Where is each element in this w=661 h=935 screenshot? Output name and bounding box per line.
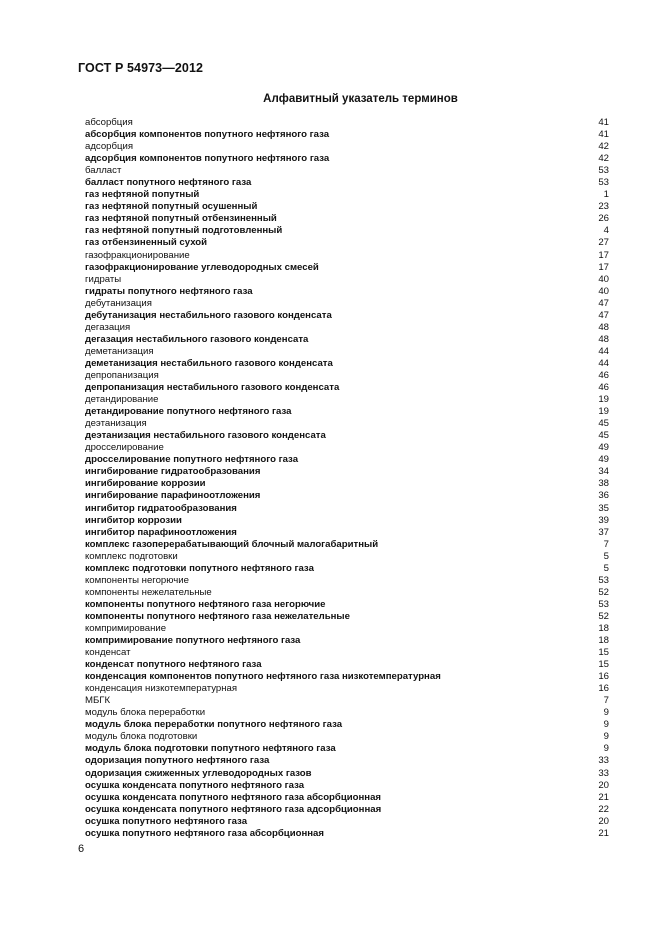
index-page-ref: 5: [603, 562, 609, 574]
index-page-ref: 9: [603, 707, 609, 719]
index-term: депропанизация нестабильного газового конденсата: [85, 382, 340, 394]
index-page-ref: 48: [598, 333, 609, 345]
index-page-ref: 48: [598, 321, 609, 333]
index-term: деметанизация нестабильного газового конденсата: [85, 357, 333, 369]
index-page-ref: 44: [598, 345, 609, 357]
index-page-ref: 49: [598, 442, 609, 454]
index-page-ref: 46: [598, 382, 609, 394]
index-entry: [85, 611, 609, 623]
index-term: компоненты попутного нефтяного газа негорючие: [85, 598, 326, 610]
index-page-ref: 49: [598, 454, 609, 466]
index-term: осушка попутного нефтяного газа абсорбционная: [85, 827, 324, 839]
index-entry: [85, 117, 609, 129]
index-entry: [85, 792, 609, 804]
index-term: деэтанизация нестабильного газового конденсата: [85, 430, 326, 442]
index-page-ref: 18: [598, 635, 609, 647]
index-term: детандирование попутного нефтяного газа: [85, 406, 292, 418]
term-index-list: [85, 117, 609, 840]
index-page-ref: 35: [598, 502, 609, 514]
index-page-ref: 22: [598, 803, 609, 815]
index-entry: [85, 418, 609, 430]
index-term: дросселирование попутного нефтяного газа: [85, 454, 299, 466]
index-term: балласт попутного нефтяного газа: [85, 177, 252, 189]
index-entry: [85, 298, 609, 310]
index-page-ref: 18: [598, 622, 609, 634]
index-entry: [85, 322, 609, 334]
index-page-ref: 15: [598, 659, 609, 671]
index-term: дебутанизация нестабильного газового конденсата: [85, 309, 332, 321]
index-page-ref: 53: [598, 177, 609, 189]
index-page-ref: 9: [603, 719, 609, 731]
index-entry: [85, 153, 609, 165]
index-page-ref: 19: [598, 406, 609, 418]
index-term: модуль блока подготовки попутного нефтяного газа: [85, 743, 336, 755]
index-page-ref: 9: [603, 743, 609, 755]
index-entry: [85, 201, 609, 213]
index-entry: [85, 563, 609, 575]
index-term: газ нефтяной попутный подготовленный: [85, 225, 283, 237]
index-page-ref: 53: [598, 574, 609, 586]
index-entry: [85, 394, 609, 406]
index-entry: [85, 141, 609, 153]
index-term: ингибитор гидратообразования: [85, 502, 237, 514]
index-entry: [85, 816, 609, 828]
index-term: ингибирование коррозии: [85, 478, 206, 490]
index-term: гидраты: [85, 273, 122, 285]
index-page-ref: 5: [603, 550, 609, 562]
index-entry: [85, 527, 609, 539]
index-entry: [85, 731, 609, 743]
index-entry: [85, 358, 609, 370]
index-page-ref: 40: [598, 273, 609, 285]
index-term: газ нефтяной попутный осушенный: [85, 201, 258, 213]
index-page-ref: 33: [598, 767, 609, 779]
index-entry: [85, 768, 609, 780]
index-term: деметанизация: [85, 345, 154, 357]
index-page-ref: 40: [598, 285, 609, 297]
index-entry: [85, 250, 609, 262]
index-page-ref: 17: [598, 249, 609, 261]
index-entry: [85, 780, 609, 792]
index-entry: [85, 310, 609, 322]
index-entry: [85, 490, 609, 502]
index-page-ref: 16: [598, 671, 609, 683]
index-term: гидраты попутного нефтяного газа: [85, 285, 253, 297]
index-entry: [85, 370, 609, 382]
index-entry: [85, 671, 609, 683]
index-entry: [85, 165, 609, 177]
index-entry: [85, 503, 609, 515]
index-page-ref: 53: [598, 598, 609, 610]
index-entry: [85, 225, 609, 237]
index-entry: [85, 551, 609, 563]
index-term: конденсация низкотемпературная: [85, 683, 238, 695]
index-entry: [85, 334, 609, 346]
index-entry: [85, 575, 609, 587]
index-page-ref: 52: [598, 586, 609, 598]
index-term: газофракционирование углеводородных смесей: [85, 261, 319, 273]
index-page-ref: 46: [598, 369, 609, 381]
index-term: конденсат: [85, 647, 131, 659]
index-page-ref: 7: [603, 695, 609, 707]
index-term: дебутанизация: [85, 297, 152, 309]
index-page-ref: 17: [598, 261, 609, 273]
index-entry: [85, 599, 609, 611]
index-term: компоненты негорючие: [85, 574, 189, 586]
index-term: комплекс газоперерабатывающий блочный малогабаритный: [85, 538, 379, 550]
index-term: конденсация компонентов попутного нефтяного газа низкотемпературная: [85, 671, 441, 683]
index-page-ref: 26: [598, 213, 609, 225]
index-page-ref: 21: [598, 791, 609, 803]
index-entry: [85, 177, 609, 189]
index-term: газ отбензиненный сухой: [85, 237, 208, 249]
index-term: балласт: [85, 165, 122, 177]
index-term: ингибитор парафиноотложения: [85, 526, 237, 538]
index-term: осушка конденсата попутного нефтяного газа: [85, 779, 305, 791]
index-term: конденсат попутного нефтяного газа: [85, 659, 262, 671]
index-term: МБГК: [85, 695, 111, 707]
index-entry: [85, 695, 609, 707]
index-term: комплекс подготовки попутного нефтяного газа: [85, 562, 314, 574]
page-number: 6: [78, 843, 85, 855]
index-page-ref: 4: [603, 225, 609, 237]
index-entry: [85, 478, 609, 490]
index-term: модуль блока подготовки: [85, 731, 198, 743]
document-header: ГОСТ Р 54973—2012: [78, 61, 204, 75]
index-entry: [85, 189, 609, 201]
index-entry: [85, 274, 609, 286]
index-page-ref: 37: [598, 526, 609, 538]
index-term: одоризация сжиженных углеводородных газов: [85, 767, 312, 779]
index-term: ингибитор коррозии: [85, 514, 182, 526]
index-page-ref: 52: [598, 610, 609, 622]
index-entry: [85, 659, 609, 671]
index-page-ref: 36: [598, 490, 609, 502]
index-entry: [85, 237, 609, 249]
index-page-ref: 38: [598, 478, 609, 490]
index-term: компоненты нежелательные: [85, 586, 212, 598]
index-term: газ нефтяной попутный: [85, 189, 200, 201]
index-term: абсорбция компонентов попутного нефтяного газа: [85, 129, 330, 141]
index-entry: [85, 382, 609, 394]
index-term: осушка конденсата попутного нефтяного газа адсорбционная: [85, 803, 382, 815]
index-entry: [85, 635, 609, 647]
index-entry: [85, 213, 609, 225]
index-term: осушка попутного нефтяного газа: [85, 815, 248, 827]
index-entry: [85, 515, 609, 527]
index-entry: [85, 755, 609, 767]
index-term: адсорбция компонентов попутного нефтяного газа: [85, 153, 330, 165]
index-term: комплекс подготовки: [85, 550, 178, 562]
index-term: ингибирование парафиноотложения: [85, 490, 261, 502]
index-entry: [85, 262, 609, 274]
index-entry: [85, 623, 609, 635]
index-page-ref: 53: [598, 165, 609, 177]
index-page-ref: 19: [598, 394, 609, 406]
index-term: модуль блока переработки попутного нефтяного газа: [85, 719, 343, 731]
index-page-ref: 20: [598, 779, 609, 791]
index-term: одоризация попутного нефтяного газа: [85, 755, 270, 767]
index-entry: [85, 539, 609, 551]
index-entry: [85, 707, 609, 719]
index-term: газ нефтяной попутный отбензиненный: [85, 213, 277, 225]
index-page-ref: 1: [603, 189, 609, 201]
index-page-ref: 7: [603, 538, 609, 550]
index-entry: [85, 828, 609, 840]
index-entry: [85, 129, 609, 141]
index-page-ref: 42: [598, 141, 609, 153]
index-entry: [85, 804, 609, 816]
index-entry: [85, 743, 609, 755]
index-page-ref: 45: [598, 430, 609, 442]
index-term: депропанизация: [85, 369, 159, 381]
index-page-ref: 21: [598, 827, 609, 839]
index-entry: [85, 454, 609, 466]
index-term: абсорбция: [85, 117, 133, 128]
index-term: деэтанизация: [85, 418, 147, 430]
index-entry: [85, 719, 609, 731]
index-entry: [85, 466, 609, 478]
index-term: детандирование: [85, 394, 159, 406]
index-page-ref: 47: [598, 309, 609, 321]
index-page-ref: 23: [598, 201, 609, 213]
index-page-ref: 33: [598, 755, 609, 767]
index-page-ref: 44: [598, 357, 609, 369]
index-term: дросселирование: [85, 442, 164, 454]
index-term: компримирование: [85, 622, 167, 634]
index-page-ref: 47: [598, 297, 609, 309]
index-entry: [85, 406, 609, 418]
index-term: дегазация нестабильного газового конденсата: [85, 333, 309, 345]
index-page-ref: 41: [598, 129, 609, 141]
index-term: адсорбция: [85, 141, 134, 153]
page-title: Алфавитный указатель терминов: [263, 93, 458, 105]
index-term: газофракционирование: [85, 249, 190, 261]
index-term: дегазация: [85, 321, 131, 333]
index-term: модуль блока переработки: [85, 707, 206, 719]
index-page-ref: 27: [598, 237, 609, 249]
index-page-ref: 34: [598, 466, 609, 478]
index-entry: [85, 647, 609, 659]
index-term: осушка конденсата попутного нефтяного газа абсорбционная: [85, 791, 382, 803]
index-entry: [85, 286, 609, 298]
index-entry: [85, 442, 609, 454]
index-entry: [85, 683, 609, 695]
index-term: компоненты попутного нефтяного газа нежелательные: [85, 610, 350, 622]
index-page-ref: 9: [603, 731, 609, 743]
index-page-ref: 15: [598, 647, 609, 659]
index-page-ref: 45: [598, 418, 609, 430]
index-entry: [85, 346, 609, 358]
index-page-ref: 20: [598, 815, 609, 827]
index-entry: [85, 430, 609, 442]
index-page-ref: 42: [598, 153, 609, 165]
index-term: компримирование попутного нефтяного газа: [85, 635, 301, 647]
index-entry: [85, 587, 609, 599]
index-term: ингибирование гидратообразования: [85, 466, 261, 478]
index-page-ref: 16: [598, 683, 609, 695]
index-page-ref: 41: [598, 117, 609, 128]
index-page-ref: 39: [598, 514, 609, 526]
